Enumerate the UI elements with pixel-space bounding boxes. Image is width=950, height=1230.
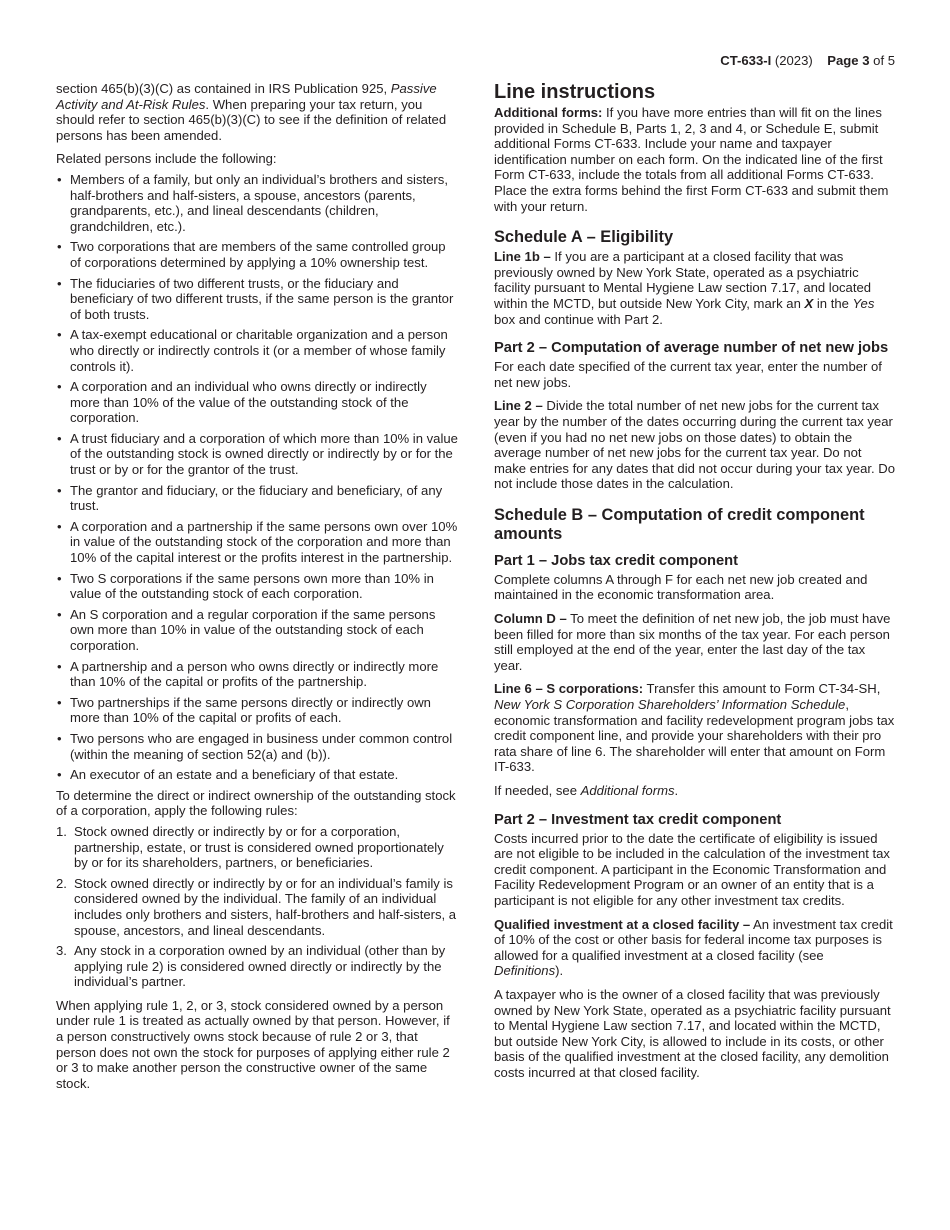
- list-item: • An executor of an estate and a beneficiary of that estate.: [56, 767, 458, 783]
- line-1b-paragraph: Line 1b – If you are a participant at a closed facility that was previously owned by New York State, operated as a psychiatric facility pursuant to Mental Hygiene Law section 7.17, and located within the MCTD, but outside New York City, mark an X in the Yes box and continue with Part 2.: [494, 249, 875, 327]
- closed-facility-owner-paragraph: A taxpayer who is the owner of a closed facility that was previously owned by New York State, operated as a psychiatric facility pursuant to Mental Hygiene Law section 7.17, and located within the MCTD, but outside New York City, is allowed to include in its costs, or other basis of the qualified investment at the closed facility, any demolition costs incurred at that closed facility.: [494, 986, 891, 1080]
- if-needed-paragraph: If needed, see Additional forms.: [494, 783, 679, 798]
- list-item: • The fiduciaries of two different trusts, or the fiduciary and beneficiary of two different trusts, if the same person is the grantor of both trusts.: [56, 276, 458, 323]
- related-persons-intro: Related persons include the following:: [56, 151, 277, 167]
- additional-forms-paragraph: Additional forms: If you have more entries than will fit on the lines provided in Schedule B, Parts 1, 2, 3 and 4, or Schedule E, submit additional Forms CT-633. Include your name and taxpayer identification number on each form. On the indicated line of the first Form CT-633, include the totals from all additional Forms CT-633. Place the extra forms behind the first Form CT-633 and submit them with your return.: [494, 105, 889, 214]
- list-item: • Two corporations that are members of the same controlled group of corporations determined by applying a 10% ownership test.: [56, 239, 458, 270]
- part-2-investment-heading: Part 2 – Investment tax credit component: [494, 811, 782, 828]
- rule-item: 1. Stock owned directly or indirectly by or for a corporation, partnership, estate, or trust is considered owned proportionately by or for its shareholders, partners, or beneficiaries.: [56, 823, 444, 871]
- schedule-b-heading: Schedule B – Computation of credit component amounts: [494, 505, 865, 543]
- intro-paragraph: section 465(b)(3)(C) as contained in IRS Publication 925, Passive Activity and At-Risk Rules. When preparing your tax return, you should refer to section 465(b)(3)(C) to see if the definition of related persons has been amended.: [56, 81, 447, 143]
- part-1-paragraph: Complete columns A through F for each net new job created and maintained in the economic transformation area.: [494, 571, 868, 603]
- page-header: [720, 53, 895, 69]
- part-2-jobs-paragraph: For each date specified of the current tax year, enter the number of net new jobs.: [494, 359, 882, 390]
- list-item: • A partnership and a person who owns directly or indirectly more than 10% of the capital or profits of the partnership.: [56, 659, 458, 690]
- schedule-a-heading: Schedule A – Eligibility: [494, 228, 674, 247]
- rule-item: 2. Stock owned directly or indirectly by or for an individual’s family is considered owned by the individual. The family of an individual includes only brothers and sisters, half-brothers and half-sisters, a spouse, ancestors, and lineal descendants.: [56, 875, 457, 938]
- list-item: • A corporation and a partnership if the same persons own over 10% in value of the outstanding stock of the corporation and more than 10% of the capital interest or the profits interest in the partnership.: [56, 519, 458, 566]
- page-of: of 5: [873, 53, 895, 68]
- left-column: [56, 81, 458, 1096]
- ownership-intro: To determine the direct or indirect ownership of the outstanding stock of a corporation, apply the following rules:: [56, 787, 456, 819]
- list-item: • The grantor and fiduciary, or the fiduciary and beneficiary, of any trust.: [56, 483, 458, 514]
- part-2-investment-paragraph: Costs incurred prior to the date the certificate of eligibility is issued are not eligible to be included in the calculation of the investment tax credit component. A participant in the Economic Transformation and Facility Redevelopment Program or an owner of an entity that is a participant is not eligible for any other investment tax credits.: [494, 830, 890, 908]
- list-item: • Members of a family, but only an individual’s brothers and sisters, half-brothers and half-sisters, a spouse, ancestors (parents, grandparents, etc.), and lineal descendants (children, grandchildren, etc.).: [56, 172, 458, 234]
- part-2-jobs-heading: Part 2 – Computation of average number of net new jobs: [494, 340, 889, 357]
- list-item: • Two partnerships if the same persons directly or indirectly own more than 10% of the capital or profits of each.: [56, 695, 458, 726]
- list-item: • Two S corporations if the same persons own more than 10% in value of the outstanding stock of each corporation.: [56, 571, 458, 602]
- qualified-investment-paragraph: Qualified investment at a closed facility – An investment tax credit of 10% of the cost or other basis for federal income tax purposes is allowed for a qualified investment at a closed facility (see Definitions).: [494, 916, 893, 979]
- column-d-paragraph: Column D – To meet the definition of net new job, the job must have been filled for more than six months of the tax year. For each person still employed at the end of the year, enter the last day of the tax year.: [494, 611, 891, 673]
- line-6-paragraph: Line 6 – S corporations: Transfer this amount to Form CT-34-SH, New York S Corporation Shareholders’ Information Schedule, economic transformation and facility redevelopment program jobs tax credit component line, and provide your shareholders with their pro rata share of line 6. The shareholder will enter that amount on Form IT-633.: [494, 681, 895, 775]
- list-item: • A corporation and an individual who owns directly or indirectly more than 10% of the value of the outstanding stock of the corporation.: [56, 379, 458, 426]
- list-item: • Two persons who are engaged in business under common control (within the meaning of section 52(a) and (b)).: [56, 731, 458, 762]
- ownership-rules: [56, 824, 458, 990]
- list-item: • A tax-exempt educational or charitable organization and a person who directly or indirectly controls it (or a member of whose family controls it).: [56, 327, 458, 374]
- rule-item: 3. Any stock in a corporation owned by an individual (other than by applying rule 2) is considered owned directly or indirectly by the individual’s partner.: [56, 943, 446, 990]
- list-item: • A trust fiduciary and a corporation of which more than 10% in value of the outstanding stock is owned directly or indirectly by or for the trust or by or for the grantor of the trust.: [56, 431, 458, 478]
- part-1-heading: Part 1 – Jobs tax credit component: [494, 552, 739, 569]
- related-persons-list: [56, 172, 458, 783]
- line-2-paragraph: Line 2 – Divide the total number of net new jobs for the current tax year by the number of the dates occurring during the current tax year (even if you had no net new jobs on those dates) to obtain the average number of net new jobs for the current tax year. Do not make entries for any dates that did not occur during your tax year. Do not include those dates in the calculation.: [494, 398, 896, 492]
- list-item: • An S corporation and a regular corporation if the same persons own more than 10% in value of the outstanding stock of each corporation.: [56, 607, 458, 654]
- form-year: (2023): [774, 53, 813, 68]
- right-column: [494, 81, 896, 1089]
- closing-paragraph: When applying rule 1, 2, or 3, stock considered owned by a person under rule 1 is treated as actually owned by that person. However, if a person constructively owns stock because of rule 2 or 3, that person does not own the stock for purposes of applying either rule 2 or 3 to make another person the constructive owner of the same stock.: [56, 997, 450, 1091]
- form-id: CT-633-I: [720, 53, 772, 68]
- page-label: Page 3: [827, 53, 870, 68]
- line-instructions-heading: Line instructions: [494, 81, 656, 103]
